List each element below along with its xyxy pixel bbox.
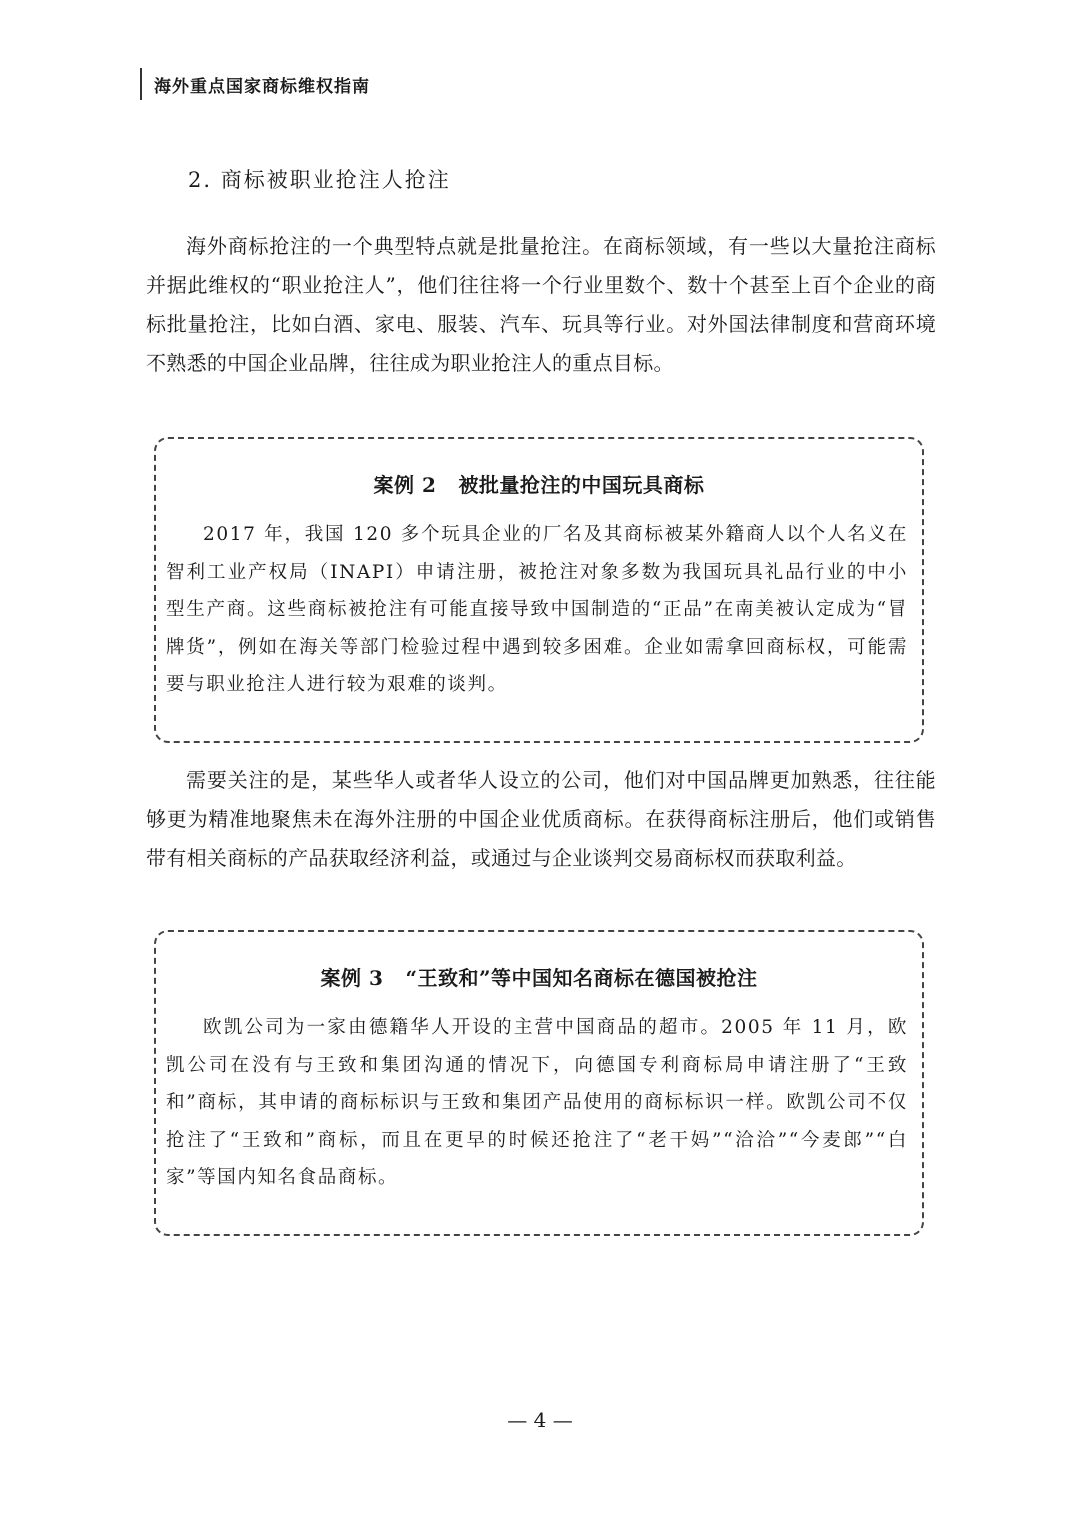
page-number: — 4 — xyxy=(507,1408,573,1432)
case-box-2 xyxy=(154,437,924,743)
case-label: 案例 2 xyxy=(373,473,437,497)
case-title xyxy=(156,469,922,498)
header-divider xyxy=(140,68,142,100)
case-title-text: “王致和”等中国知名商标在德国被抢注 xyxy=(405,966,758,990)
running-header xyxy=(140,64,370,104)
case-title-text: 被批量抢注的中国玩具商标 xyxy=(458,473,705,497)
case-body: 欧凯公司为一家由德籍华人开设的主营中国商品的超市。2005 年 11 月，欧凯公司在没有与王致和集团沟通的情况下，向德国专利商标局申请注册了“王致和”商标，其申请的商标标识与王致和集团产品使用的商标标识一样。欧凯公司不仅抢注了“王致和”商标，而且在更早的时候还抢注了“老干妈”“洽洽”“今麦郎”“白家”等国内知名食品商标。 xyxy=(166,1017,908,1188)
case-body: 2017 年，我国 120 多个玩具企业的厂名及其商标被某外籍商人以个人名义在智利工业产权局（INAPI）申请注册，被抢注对象多数为我国玩具礼品行业的中小型生产商。这些商标被抢注有可能直接导致中国制造的“正品”在南美被认定成为“冒牌货”，例如在海关等部门检验过程中遇到较多困难。企业如需拿回商标权，可能需要与职业抢注人进行较为艰难的谈判。 xyxy=(166,524,908,695)
case-title xyxy=(156,962,922,991)
section-heading: 2. 商标被职业抢注人抢注 xyxy=(188,168,451,192)
paragraph-overseas-chinese: 需要关注的是，某些华人或者华人设立的公司，他们对中国品牌更加熟悉，往往能够更为精准地聚焦未在海外注册的中国企业优质商标。在获得商标注册后，他们或销售带有相关商标的产品获取经济利益，或通过与企业谈判交易商标权而获取利益。 xyxy=(146,768,936,870)
case-label: 案例 3 xyxy=(320,966,384,990)
running-title: 海外重点国家商标维权指南 xyxy=(154,76,370,97)
case-box-3 xyxy=(154,930,924,1236)
paragraph-batch-registration: 海外商标抢注的一个典型特点就是批量抢注。在商标领域，有一些以大量抢注商标并据此维权的“职业抢注人”，他们往往将一个行业里数个、数十个甚至上百个企业的商标批量抢注，比如白酒、家电、服装、汽车、玩具等行业。对外国法律制度和营商环境不熟悉的中国企业品牌，往往成为职业抢注人的重点目标。 xyxy=(146,234,936,375)
